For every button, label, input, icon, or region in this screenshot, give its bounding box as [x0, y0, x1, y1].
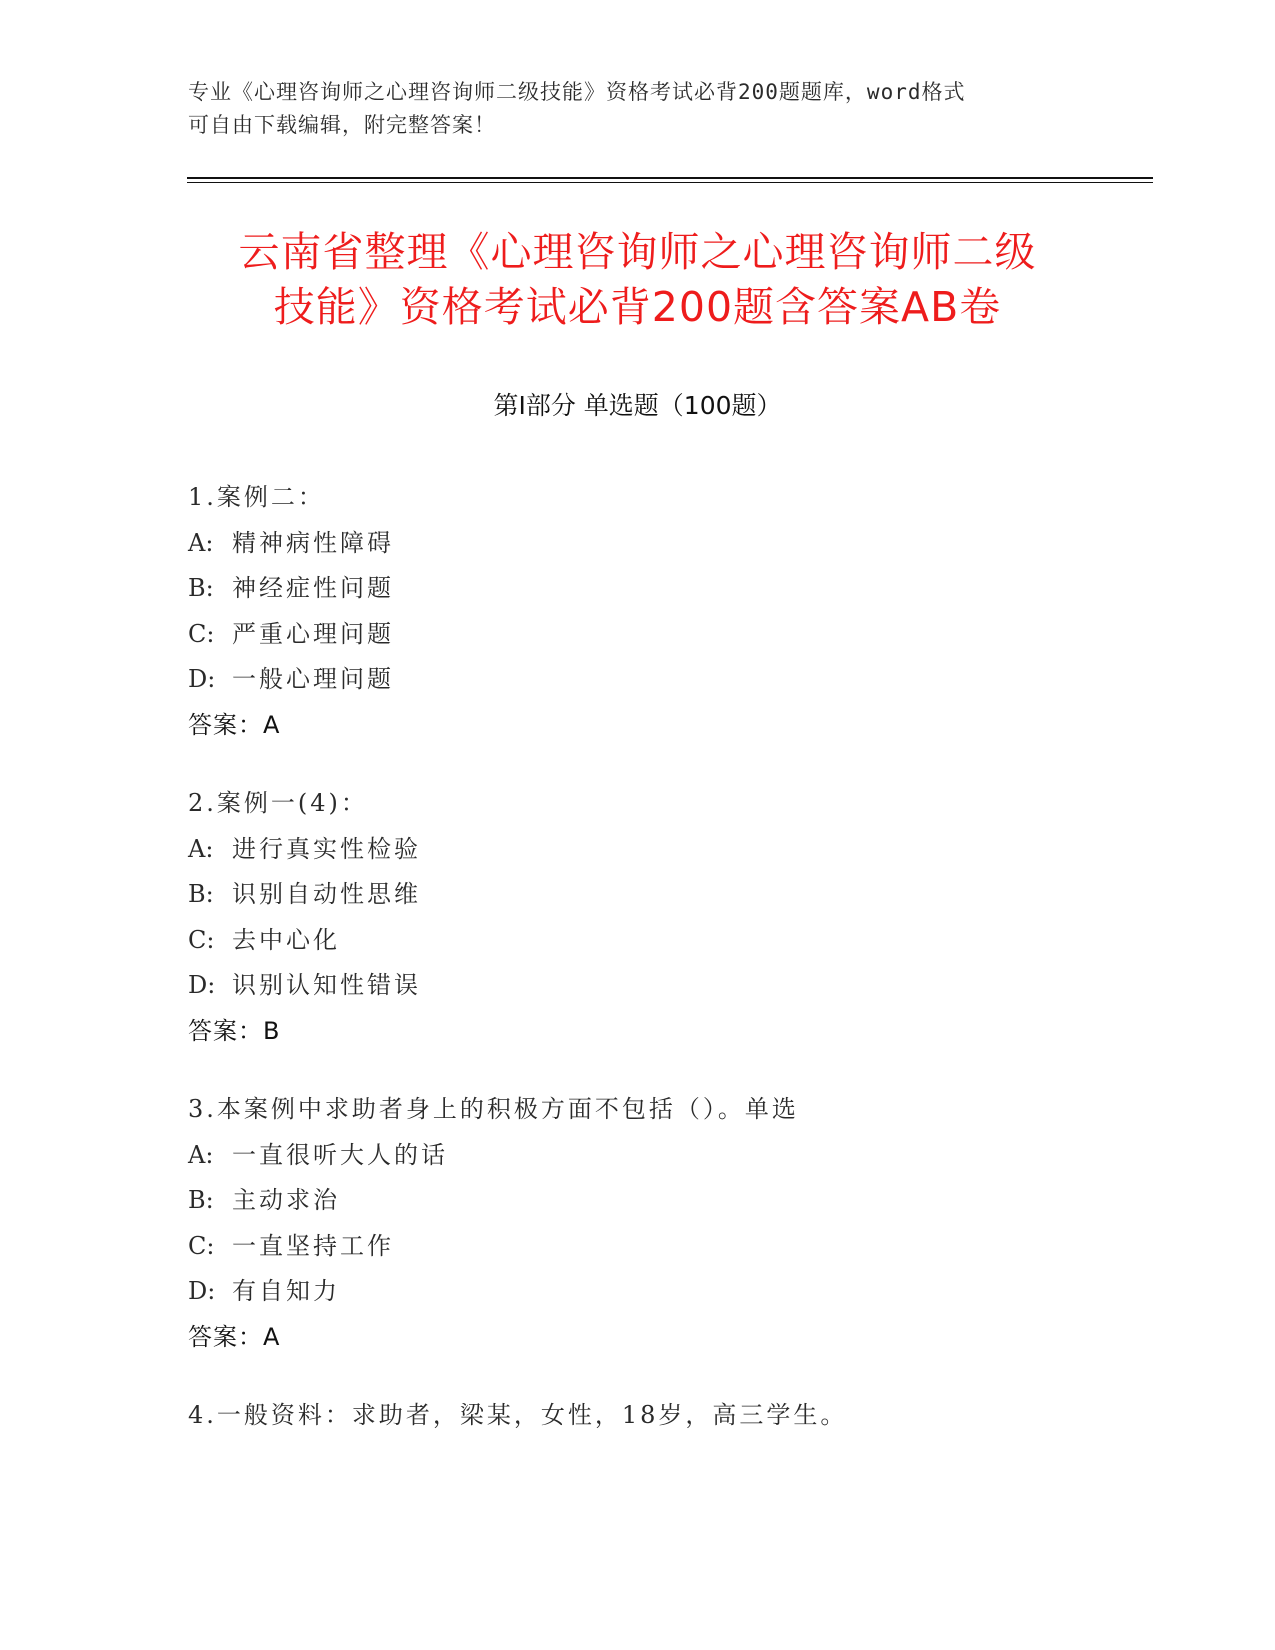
option-label: C:: [188, 1231, 215, 1260]
option-d: [188, 1269, 1138, 1315]
option-text: 进行真实性检验: [232, 834, 421, 863]
option-b: [188, 566, 1138, 612]
option-c: [188, 612, 1138, 658]
header-note-line-2: 可自由下载编辑，附完整答案！: [188, 113, 496, 137]
option-label: D:: [188, 971, 216, 999]
question-stem: 1.案例二：: [188, 483, 325, 511]
answer: 答案：A: [188, 710, 281, 739]
document-title-line-2: 技能》资格考试必背200题含答案AB卷: [273, 283, 1002, 331]
option-d: [188, 963, 1138, 1009]
option-label: D:: [188, 1277, 216, 1305]
option-label: A:: [188, 1140, 214, 1169]
question-stem: 2.案例一(4)：: [188, 789, 368, 817]
option-text: 一直坚持工作: [232, 1231, 394, 1260]
option-text: 主动求治: [232, 1186, 340, 1214]
option-text: 一直很听大人的话: [232, 1140, 448, 1169]
option-label: A:: [188, 528, 214, 557]
option-c: [188, 918, 1138, 964]
header-divider-thick: [187, 177, 1153, 179]
section-title: 第Ⅰ部分 单选题（100题）: [493, 391, 782, 420]
option-text: 神经症性问题: [232, 574, 394, 602]
option-a: [188, 1133, 1138, 1179]
option-b: [188, 872, 1138, 918]
option-label: C:: [188, 619, 215, 648]
option-text: 有自知力: [232, 1277, 340, 1305]
option-label: B:: [188, 1186, 214, 1214]
option-a: [188, 827, 1138, 873]
option-text: 精神病性障碍: [232, 528, 394, 557]
question-stem: 3.本案例中求助者身上的积极方面不包括（）。单选: [188, 1095, 799, 1123]
question-1: [188, 475, 1138, 748]
option-c: [188, 1224, 1138, 1270]
answer: 答案：A: [188, 1322, 281, 1351]
option-label: C:: [188, 925, 215, 954]
option-text: 严重心理问题: [232, 619, 394, 648]
document-title: [150, 225, 1125, 335]
document-title-line-1: 云南省整理《心理咨询师之心理咨询师二级: [238, 228, 1037, 276]
question-stem: 4.一般资料：求助者，梁某，女性，18岁，高三学生。: [188, 1401, 848, 1429]
option-text: 去中心化: [232, 925, 340, 954]
option-label: D:: [188, 665, 216, 693]
option-text: 识别自动性思维: [232, 880, 421, 908]
option-text: 一般心理问题: [232, 665, 394, 693]
option-label: B:: [188, 880, 214, 908]
question-list: [188, 475, 1138, 1472]
option-label: A:: [188, 834, 214, 863]
question-3: [188, 1087, 1138, 1360]
option-a: [188, 521, 1138, 567]
header-note: [188, 76, 1088, 142]
header-divider-thin: [187, 182, 1153, 183]
option-label: B:: [188, 574, 214, 602]
header-note-line-1: 专业《心理咨询师之心理咨询师二级技能》资格考试必背200题题库，word格式: [188, 80, 966, 104]
option-text: 识别认知性错误: [232, 971, 421, 999]
option-d: [188, 657, 1138, 703]
answer: 答案：B: [188, 1016, 281, 1045]
question-4: [188, 1393, 1138, 1439]
question-2: [188, 781, 1138, 1054]
option-b: [188, 1178, 1138, 1224]
